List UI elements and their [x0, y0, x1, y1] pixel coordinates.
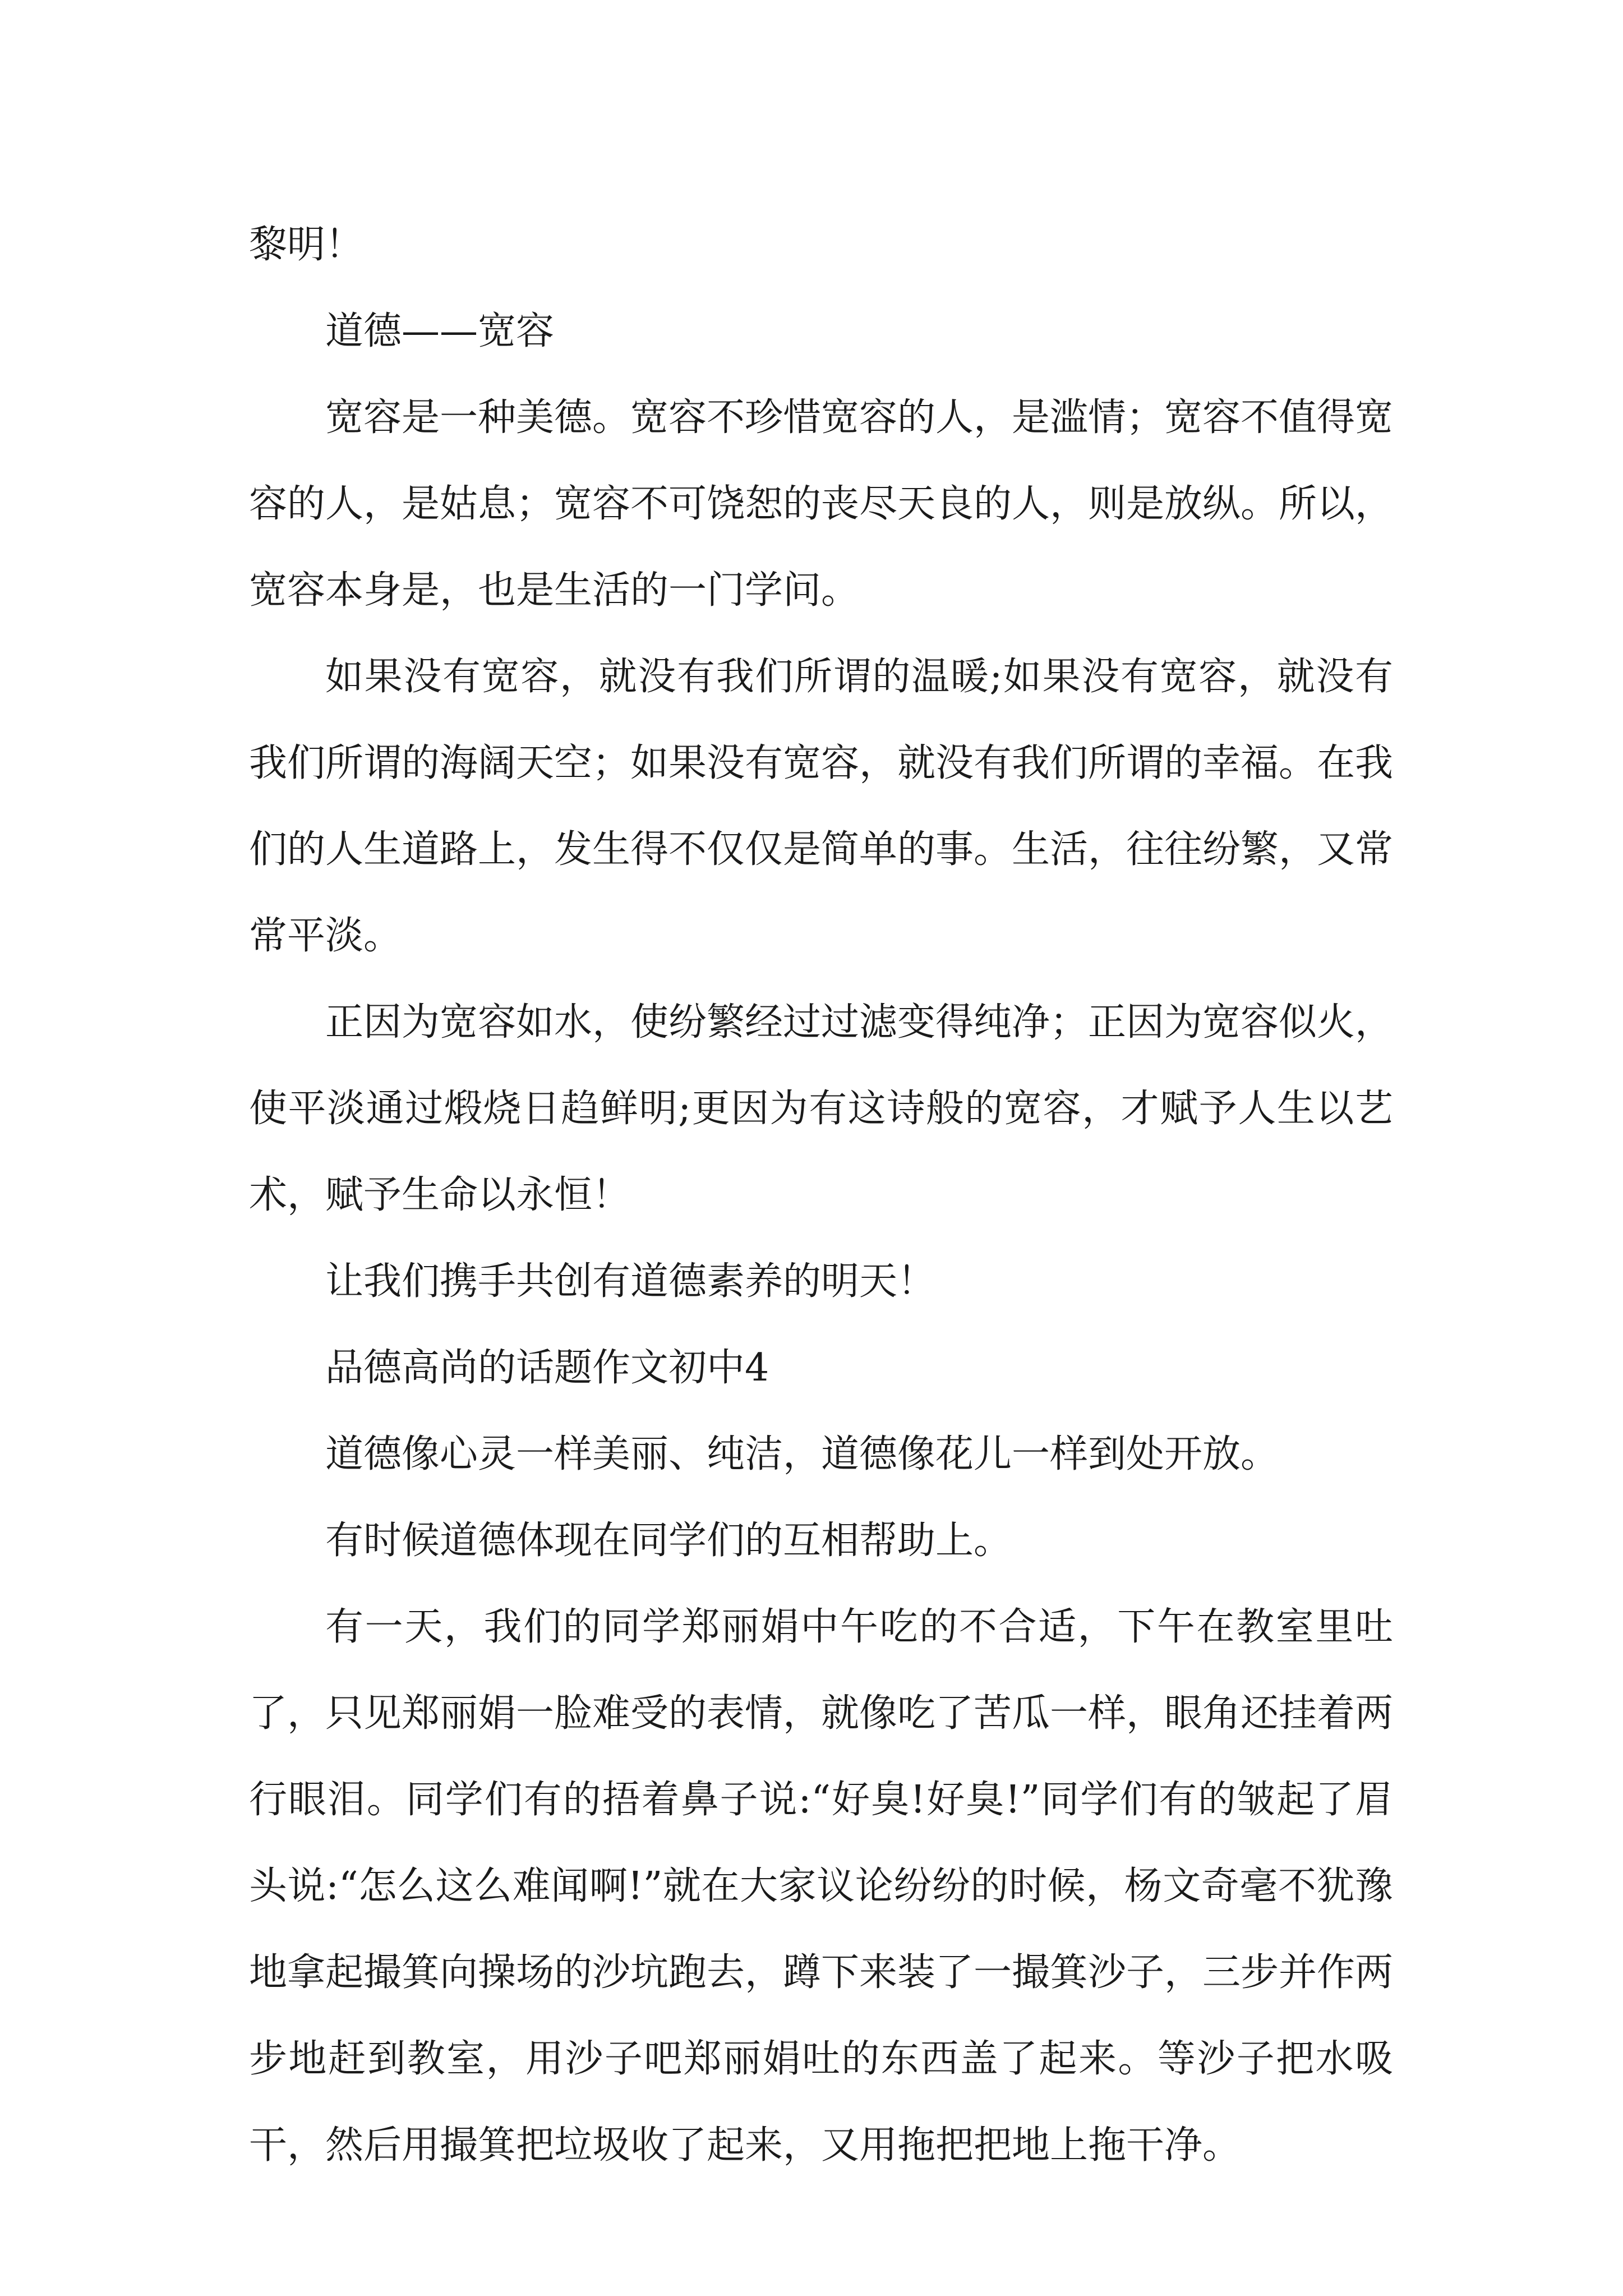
- paragraph: 有一天，我们的同学郑丽娟中午吃的不合适，下午在教室里吐了，只见郑丽娟一脸难受的表情，就像吃了苦瓜一样，眼角还挂着两行眼泪。同学们有的捂着鼻子说:“好臭!好臭!”同学们有的皱起了眉头说:“怎么这么难闻啊!”就在大家议论纷纷的时候，杨文奇毫不犹豫地拿起撮箕向操场的沙坑跑去，蹲下来装了一撮箕沙子，三步并作两步地赶到教室，用沙子吧郑丽娟吐的东西盖了起来。等沙子把水吸干，然后用撮箕把垃圾收了起来，又用拖把把地上拖干净。: [249, 1605, 1394, 2168]
- paragraph: 宽容是一种美德。宽容不珍惜宽容的人，是滥情；宽容不值得宽容的人，是姑息；宽容不可饶恕的丧尽天良的人，则是放纵。所以，宽容本身是，也是生活的一门学问。: [249, 395, 1394, 613]
- paragraph: 让我们携手共创有道德素养的明天！: [325, 1259, 936, 1304]
- section-heading: 道德——宽容: [325, 309, 555, 353]
- paragraph: 有时候道德体现在同学们的互相帮助上。: [325, 1519, 1012, 1563]
- paragraph: 如果没有宽容，就没有我们所谓的温暖;如果没有宽容，就没有我们所谓的海阔天空；如果没有宽容，就没有我们所谓的幸福。在我们的人生道路上，发生得不仅仅是简单的事。生活，往往纷繁，又常常平淡。: [249, 655, 1394, 958]
- article-title: 品德高尚的话题作文初中4: [325, 1346, 769, 1390]
- document-body: [249, 202, 1393, 2189]
- paragraph: 道德像心灵一样美丽、纯洁，道德像花儿一样到处开放。: [325, 1432, 1279, 1476]
- paragraph: 黎明！: [249, 223, 364, 267]
- paragraph: 正因为宽容如水，使纷繁经过过滤变得纯净；正因为宽容似火，使平淡通过煅烧日趋鲜明;更因为有这诗般的宽容，才赋予人生以艺术，赋予生命以永恒！: [249, 1000, 1394, 1217]
